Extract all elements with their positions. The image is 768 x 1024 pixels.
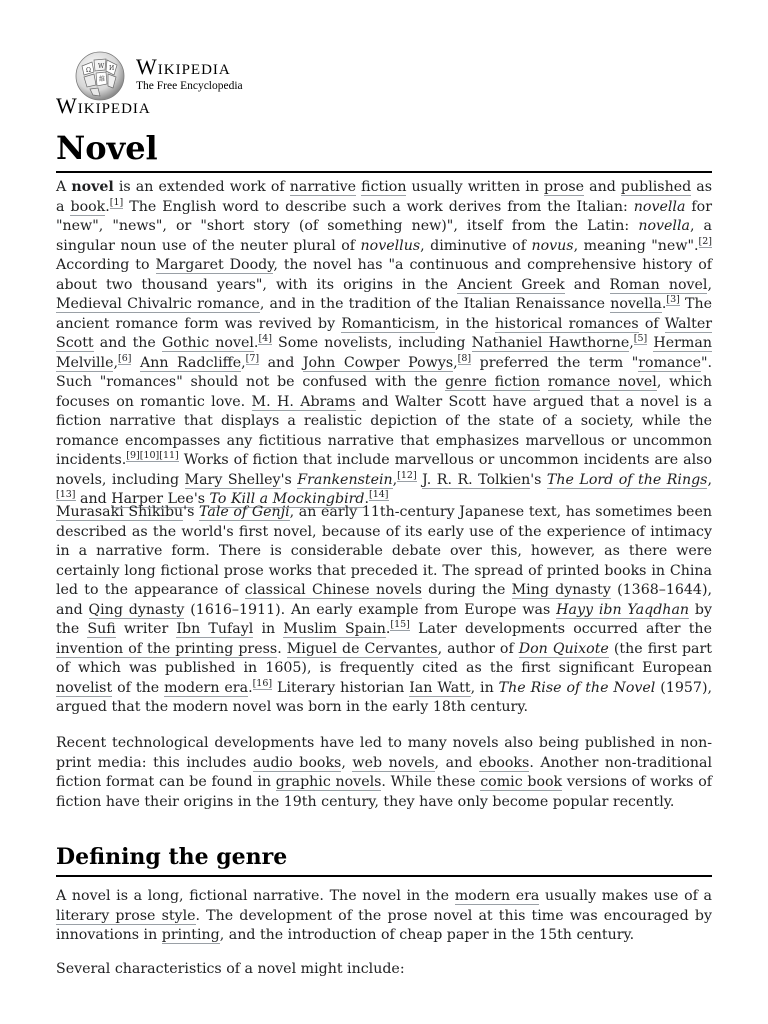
- svg-text:Ω: Ω: [86, 67, 91, 74]
- link-genre-fiction[interactable]: genre fiction: [445, 374, 540, 390]
- link-published[interactable]: published: [620, 179, 692, 195]
- link-fiction[interactable]: fiction: [361, 179, 407, 195]
- link-powys[interactable]: John Cowper Powys: [302, 354, 454, 371]
- link-hayy-ibn-yaqdhan[interactable]: Hayy ibn Yaqdhan: [556, 601, 690, 618]
- link-mary-shelley[interactable]: Mary Shelley: [184, 471, 281, 488]
- citation-8[interactable]: [8]: [457, 352, 472, 364]
- citation-11[interactable]: [11]: [159, 450, 179, 462]
- link-historical-romances[interactable]: historical romances: [495, 315, 639, 332]
- citation-9[interactable]: [9]: [126, 450, 140, 462]
- site-name: Wikipedia: [56, 93, 151, 118]
- link-prose[interactable]: prose: [543, 179, 585, 195]
- link-roman-novel[interactable]: Roman novel: [609, 276, 708, 293]
- citation-10[interactable]: [10]: [139, 450, 160, 462]
- link-narrative[interactable]: narrative: [289, 179, 357, 195]
- link-modern-era[interactable]: modern era: [164, 679, 249, 696]
- citation-14[interactable]: [14]: [369, 489, 389, 501]
- link-novella[interactable]: novella: [610, 296, 662, 312]
- link-comic-book[interactable]: comic book: [480, 774, 563, 790]
- link-muslim-spain[interactable]: Muslim Spain: [283, 621, 386, 637]
- link-tolkien[interactable]: J. R. R. Tolkien: [422, 471, 531, 488]
- link-chivalric-romance[interactable]: Medieval Chivalric romance: [56, 296, 260, 312]
- citation-4[interactable]: [4]: [258, 333, 272, 345]
- link-romance-novel[interactable]: romance novel: [547, 374, 657, 390]
- link-romanticism[interactable]: Romanticism: [341, 315, 436, 332]
- link-ming-dynasty[interactable]: Ming dynasty: [511, 582, 611, 598]
- link-lord-of-the-rings[interactable]: The Lord of the Rings: [546, 471, 708, 488]
- citation-13[interactable]: [13]: [56, 489, 76, 501]
- link-radcliffe[interactable]: Ann Radcliffe: [140, 354, 242, 371]
- link-cervantes[interactable]: Miguel de Cervantes: [286, 640, 438, 657]
- link-walter-scott[interactable]: Walter Scott: [56, 315, 713, 351]
- link-ancient-greek[interactable]: Ancient Greek: [457, 276, 565, 293]
- svg-text:W: W: [98, 63, 105, 70]
- wikipedia-tagline: The Free Encyclopedia: [136, 80, 243, 92]
- intro-paragraph-1: A novel is an extended work of narrative fiction usually written in prose and published as a book.[1] The English word to describe such a work derives from the Italian: novella for "new", "news", or "short story (of something new)", itself from the Latin: novella, a singular noun use of the neuter plural of novellus, diminutive of novus, meaning "new".[2] According to Margaret Doody, the novel has "a continuous and comprehensive history of about two thousand years", with its origins in the Ancient Greek and Roman novel, Medieval Chivalric romance, and in the tradition of the Italian Renaissance novella.[3] The ancient romance form was revived by Romanticism, in the historical romances of Walter Scott and the Gothic novel.[4] Some novelists, including Nathaniel Hawthorne,[5] Herman Melville,[6] Ann Radcliffe,[7] and John Cowper Powys,[8] preferred the term "romance". Such "romances" should not be confused with the genre fiction romance novel, which focuses on romantic love. M. H. Abrams and Walter Scott have argued that a novel is a fiction narrative that displays a realistic depiction of the state of a society, while the romance encompasses any fictitious narrative that emphasizes marvellous or uncommon incidents.[9][10][11] Works of fiction that include marvellous or uncommon incidents are also novels, including Mary Shelley's Frankenstein,[12] J. R. R. Tolkien's The Lord of the Rings,[13] and Harper Lee's To Kill a Mockingbird.[14]: [56, 179, 713, 507]
- link-novelist[interactable]: novelist: [56, 679, 113, 696]
- link-ian-watt[interactable]: Ian Watt: [409, 679, 471, 696]
- section-paragraph-1: A novel is a long, fictional narrative. The novel in the modern era usually makes use of a literary prose style. The development of the prose novel at this time was encouraged by innovations in printing, and the introduction of cheap paper in the 15th century.: [56, 888, 712, 943]
- section-heading-defining-the-genre: Defining the genre: [56, 844, 288, 870]
- page-title: Novel: [56, 129, 158, 167]
- link-hawthorne[interactable]: Nathaniel Hawthorne: [471, 335, 630, 351]
- citation-2[interactable]: [2]: [698, 235, 712, 247]
- link-web-novels[interactable]: web novels: [352, 754, 435, 771]
- link-graphic-novels[interactable]: graphic novels: [275, 774, 382, 790]
- citation-6[interactable]: [6]: [118, 352, 132, 364]
- link-printing-press[interactable]: invention of the printing press: [56, 640, 278, 657]
- link-literary-prose-style[interactable]: literary prose style: [56, 907, 196, 924]
- link-sufi[interactable]: Sufi: [87, 621, 116, 637]
- citation-15[interactable]: [15]: [390, 619, 410, 631]
- intro-paragraph-3: Recent technological developments have led to many novels also being published in non-print media: this includes audio books, web novels, and ebooks. Another non-traditional fiction format can be found in graphic novels. While these comic book versions of works of fiction have their origins in the 19th century, they have only become popular recently.: [56, 735, 713, 810]
- citation-7[interactable]: [7]: [245, 352, 260, 364]
- link-don-quixote[interactable]: Don Quixote: [518, 640, 609, 657]
- link-margaret-doody[interactable]: Margaret Doody: [155, 257, 274, 273]
- term-novel: novel: [71, 179, 114, 195]
- link-ibn-tufayl[interactable]: Ibn Tufayl: [176, 621, 254, 637]
- link-mh-abrams[interactable]: M. H. Abrams: [251, 393, 356, 410]
- svg-text:維: 維: [99, 76, 106, 83]
- wikipedia-wordmark: Wikipedia: [136, 54, 231, 79]
- link-harper-lee[interactable]: Harper Lee: [111, 491, 194, 507]
- citation-16[interactable]: [16]: [252, 677, 273, 689]
- link-frankenstein[interactable]: Frankenstein: [297, 471, 393, 488]
- link-printing[interactable]: printing: [161, 927, 220, 943]
- link-modern-era-2[interactable]: modern era: [454, 888, 540, 904]
- link-to-kill-a-mockingbird[interactable]: To Kill a Mockingbird: [209, 491, 365, 507]
- link-murasaki[interactable]: Murasaki Shikibu: [56, 504, 184, 520]
- intro-paragraph-2: Murasaki Shikibu's Tale of Genji, an early 11th-century Japanese text, has sometimes been described as the world's first novel, because of its early use of the experience of intimacy in a narrative form. There is considerable debate over this, however, as there were certainly long fictional prose works that preceded it. The spread of printed books in China led to the appearance of classical Chinese novels during the Ming dynasty (1368–1644), and Qing dynasty (1616–1911). An early example from Europe was Hayy ibn Yaqdhan by the Sufi writer Ibn Tufayl in Muslim Spain.[15] Later developments occurred after the invention of the printing press. Miguel de Cervantes, author of Don Quixote (the first part of which was published in 1605), is frequently cited as the first significant European novelist of the modern era.[16] Literary historian Ian Watt, in The Rise of the Novel (1957), argued that the modern novel was born in the early 18th century.: [56, 504, 712, 715]
- link-book[interactable]: book: [70, 198, 106, 215]
- link-romance[interactable]: romance: [638, 354, 701, 371]
- citation-1[interactable]: [1]: [109, 196, 124, 208]
- section-divider: [56, 875, 712, 877]
- link-qing-dynasty[interactable]: Qing dynasty: [88, 601, 185, 618]
- link-classical-chinese-novels[interactable]: classical Chinese novels: [244, 582, 422, 598]
- link-tale-of-genji[interactable]: Tale of Genji: [199, 504, 290, 520]
- svg-text:И: И: [109, 65, 115, 72]
- section-paragraph-2: Several characteristics of a novel might include:: [56, 961, 405, 977]
- title-divider: [56, 171, 712, 173]
- link-ebooks[interactable]: ebooks: [478, 754, 530, 771]
- citation-5[interactable]: [5]: [633, 333, 648, 345]
- link-melville[interactable]: Herman Melville: [56, 335, 712, 371]
- citation-12[interactable]: [12]: [397, 469, 417, 481]
- citation-3[interactable]: [3]: [666, 294, 680, 306]
- link-gothic-novel[interactable]: Gothic novel: [161, 335, 254, 351]
- link-audio-books[interactable]: audio books: [252, 754, 342, 771]
